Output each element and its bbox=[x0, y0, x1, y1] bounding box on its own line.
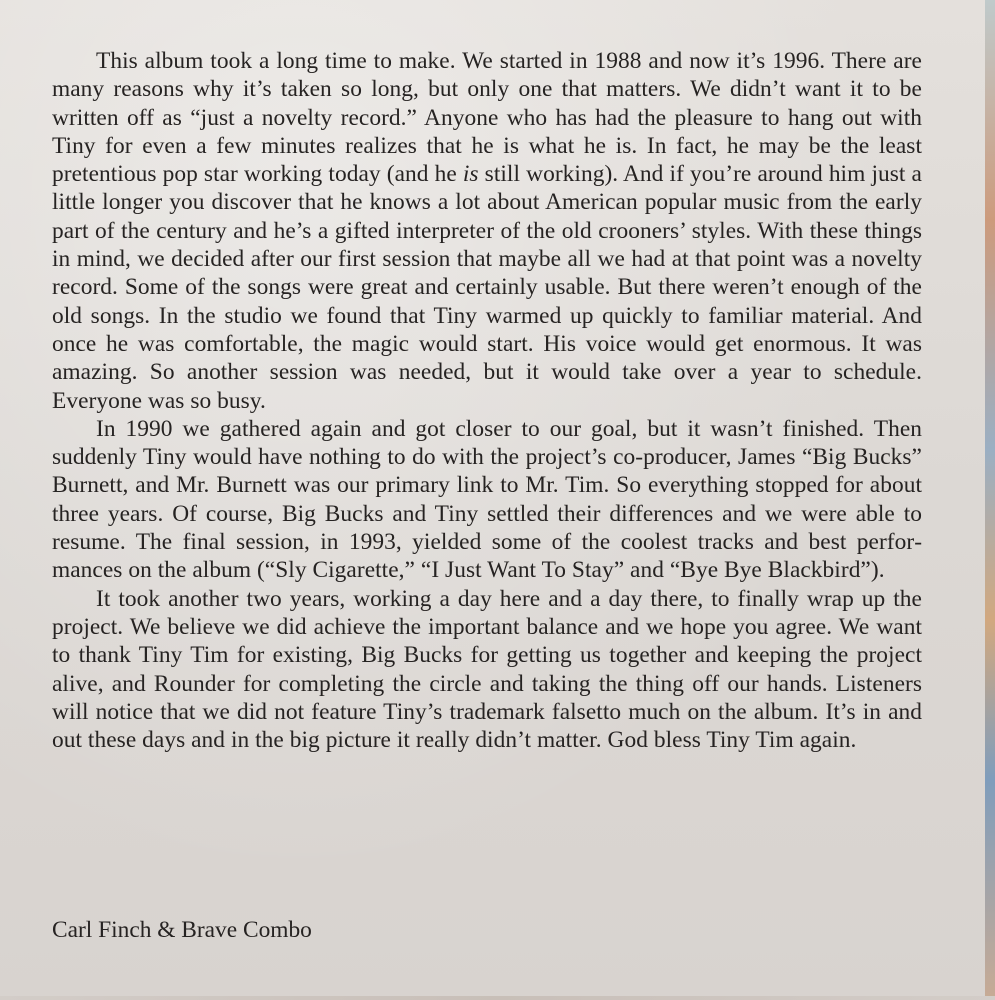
paragraph-1 bbox=[52, 47, 922, 415]
cover-art-edge bbox=[985, 0, 995, 1000]
paragraph-1-text-b: still working). And if you’re around him just a little longer you discover that he knows a lot about American popular music from the early part of the century and he’s a gifted interpreter of the old crooners’ styles. With these things in mind, we decided after our first session that maybe all we had at that point was a novelty record. Some of the songs were great and certainly usable. But there weren’t enough of the old songs. In the studio we found that Tiny warmed up quickly to familiar material. And once he was comfortable, the magic would start. His voice would get enormous. It was amazing. So another session was needed, but it would take over a year to schedule. Everyone was so busy. bbox=[52, 161, 922, 414]
page-bottom-edge bbox=[0, 996, 995, 1000]
paragraph-3: It took another two years, working a day here and a day there, to finally wrap up the project. We believe we did achieve the important balance and we hope you agree. We want to thank Tiny Tim for existing, Big Bucks for getting us together and keeping the project alive, and Rounder for completing the circle and taking the thing off our hands. Listeners will notice that we did not feature Tiny’s trademark falsetto much on the album. It’s in and out these days and in the big picture it really didn’t matter. God bless Tiny Tim again. bbox=[52, 585, 922, 754]
paragraph-1-emphasis: is bbox=[462, 161, 479, 188]
signature: Carl Finch & Brave Combo bbox=[52, 917, 312, 943]
paragraph-1-text-a: This album took a long time to make. We started in 1988 and now it’s 1996. There are many reasons why it’s taken so long, but only one that matters. We didn’t want it to be written off as “just a novelty record.” Anyone who has had the pleasure to hang out with Tiny for even a few minutes realizes that he is what he is. In fact, he may be the least pretentious pop star working today (and he bbox=[52, 48, 922, 188]
paragraph-2: In 1990 we gathered again and got closer to our goal, but it wasn’t finished. Then suddenly Tiny would have nothing to do with the project’s co-producer, James “Big Bucks” Burnett, and Mr. Burnett was our primary link to Mr. Tim. So everything stopped for about three years. Of course, Big Bucks and Tiny settled their differences and we were able to resume. The final session, in 1993, yielded some of the coolest tracks and best performances on the album (“Sly Cigarette,” “I Just Want To Stay” and “Bye Bye Blackbird”). bbox=[52, 415, 922, 584]
liner-notes-body bbox=[52, 47, 922, 754]
